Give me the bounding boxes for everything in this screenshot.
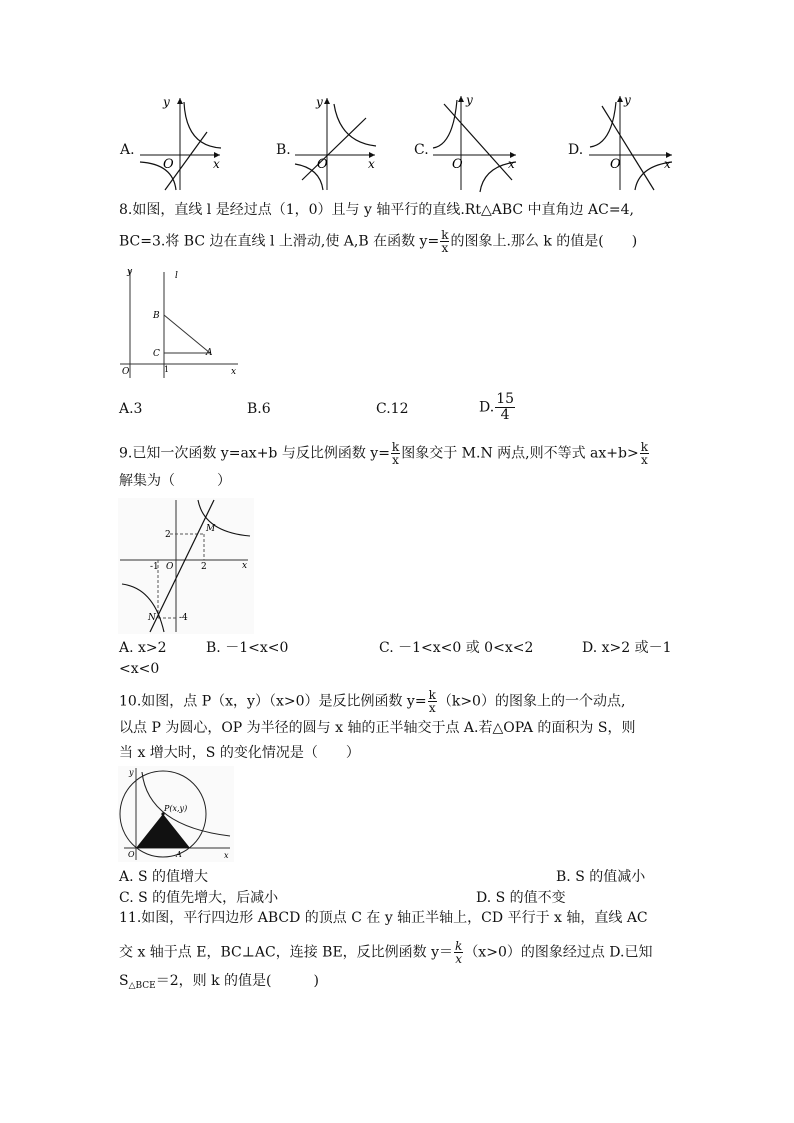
q10-fig-p: P(x,y) [164,804,188,813]
q9-line2: 解集为（ ） [119,473,231,489]
q7-option-d-label: D. [568,142,584,158]
q7-option-d-graph [584,90,679,195]
q7-c-o: O [452,157,463,172]
q8-fraction: $\frac{k}{x}$ [441,228,449,255]
q10-figure [118,766,234,862]
q11-fraction: $\frac{k}{x}$ [455,939,463,966]
q10-line2: 以点 P 为圆心，OP 为半径的圆与 x 轴的正半轴交于点 A.若△OPA 的面积为 S，则 [119,720,636,736]
q8-fig-x: x [231,367,237,377]
q8-line2: BC=3.将 BC 边在直线 l 上滑动,使 A,B 在函数 y= $\frac{k}{x}$ 的图象上.那么 k 的值是( ) [119,228,638,255]
q11-line2: 交 x 轴于点 E，BC⊥AC，连接 BE，反比例函数 y＝ $\frac{k}{x}$ （x>0）的图象经过点 D.已知 [119,939,653,966]
q7-d-o: O [610,157,621,172]
q10-option-a: A. S 的值增大 [119,869,209,885]
q10-fig-x: x [224,851,229,860]
q10-fig-y: y [129,768,134,777]
q9-fig-neg4: -4 [179,613,188,623]
q7-b-o: O [317,157,328,172]
q9-fig-x: x [242,561,248,571]
q9-fig-n: N [148,613,156,623]
q7-c-x: x [508,157,515,171]
q11-line1: 11.如图，平行四边形 ABCD 的顶点 C 在 y 轴正半轴上，CD 平行于 x 轴，直线 AC [119,910,648,926]
q9-fig-2y: 2 [165,530,171,540]
q8-fig-a: A [206,348,213,358]
q8-option-c: C.12 [376,401,409,417]
q10-fraction: $\frac{k}{x}$ [428,688,436,715]
q7-b-y: y [316,95,323,109]
q9-figure [118,498,254,634]
q10-fig-a: A [176,850,182,859]
q8-option-d-fraction: $\frac{15}{4}$ [496,391,515,423]
q9-option-c: C. －1<x<0 或 0<x<2 [379,640,534,656]
q7-a-y: y [163,95,170,109]
q11-line3: $S_{\triangle BCE}=2$，则 k 的值是( ) [119,973,319,991]
q10-option-c: C. S 的值先增大，后减小 [119,890,279,906]
q9-fig-m: M [206,524,216,534]
q9-fraction-1: $\frac{k}{x}$ [391,440,400,467]
q10-line1: 10.如图，点 P（x，y）（x>0）是反比例函数 y= $\frac{k}{x}$ （k>0）的图象上的一个动点, [119,688,626,715]
q7-d-y: y [624,93,631,107]
q9-fig-o: O [166,562,174,572]
q7-option-c-graph [428,90,523,195]
q9-option-d: D. x>2 或－1 [582,640,672,656]
q7-option-b-graph [290,90,380,195]
q8-option-a: A.3 [119,401,143,417]
q9-line1: 9.已知一次函数 y=ax+b 与反比例函数 y= $\frac{k}{x}$ 图象交于 M.N 两点,则不等式 ax+b> $\frac{k}{x}$ [119,440,648,467]
q8-option-d: D. $\frac{15}{4}$ [479,391,515,423]
q8-option-b: B.6 [247,401,271,417]
q8-figure [118,266,248,381]
q7-option-b-label: B. [276,142,291,158]
q8-fig-o: O [122,367,130,377]
q8-fig-l: l [175,271,178,281]
q9-fraction-2: $\frac{k}{x}$ [640,440,648,467]
q9-option-d-cont: <x<0 [119,661,160,677]
q8-fig-c: C [153,349,160,359]
q7-option-c-label: C. [414,142,429,158]
q9-fig-neg1: -1 [150,562,159,572]
q7-c-y: y [466,93,473,107]
q10-line3: 当 x 增大时，S 的变化情况是（ ） [119,745,360,761]
q7-option-a-graph [135,90,225,195]
q8-fig-one: 1 [164,365,170,374]
q10-option-d: D. S 的值不变 [476,890,566,906]
q7-option-a-label: A. [120,142,135,158]
q10-option-b: B. S 的值减小 [556,869,646,885]
q8-line1: 8.如图，直线 l 是经过点（1，0）且与 y 轴平行的直线.Rt△ABC 中直角边 AC=4, [119,202,634,218]
q10-fig-o: O [128,850,135,859]
q7-d-x: x [664,157,671,171]
q8-fig-b: B [153,311,160,321]
q9-fig-2x: 2 [201,562,207,572]
q9-option-a: A. x>2 [119,640,167,656]
q7-a-o: O [163,157,174,172]
q9-option-b: B. －1<x<0 [206,640,289,656]
q8-fig-y: y [127,267,133,277]
q7-options-row [0,90,794,200]
q7-b-x: x [368,157,375,171]
q7-a-x: x [213,157,220,171]
